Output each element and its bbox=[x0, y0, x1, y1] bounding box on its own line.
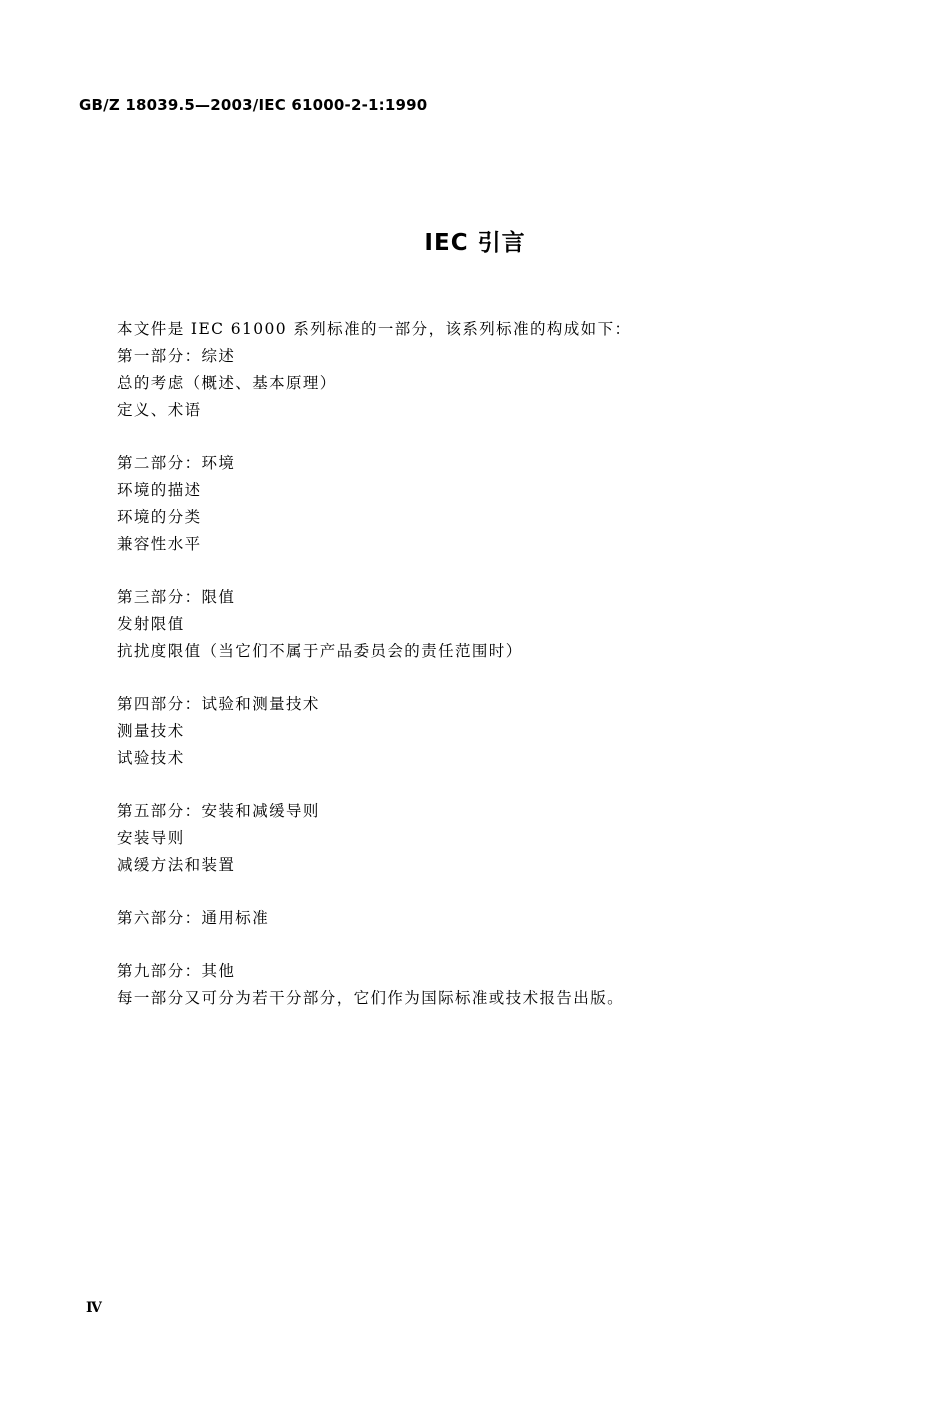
section-spacer bbox=[117, 665, 897, 691]
part-2-item: 环境的描述 bbox=[117, 481, 202, 499]
part-3-heading: 第三部分：限值 bbox=[117, 588, 236, 606]
part-6-heading: 第六部分：通用标准 bbox=[117, 909, 270, 927]
intro-paragraph: 本文件是 IEC 61000 系列标准的一部分，该系列标准的构成如下： bbox=[117, 320, 632, 338]
part-2-heading: 第二部分：环境 bbox=[117, 454, 236, 472]
section-spacer bbox=[117, 879, 897, 905]
section-spacer bbox=[117, 558, 897, 584]
page-number: Ⅳ bbox=[86, 1300, 102, 1316]
part-9-heading: 第九部分：其他 bbox=[117, 962, 236, 980]
part-2-item: 环境的分类 bbox=[117, 508, 202, 526]
section-spacer bbox=[117, 424, 897, 450]
closing-paragraph: 每一部分又可分为若干分部分，它们作为国际标准或技术报告出版。 bbox=[117, 989, 625, 1007]
part-4-item: 测量技术 bbox=[117, 722, 185, 740]
part-2-item: 兼容性水平 bbox=[117, 535, 202, 553]
section-spacer bbox=[117, 932, 897, 958]
part-5-heading: 第五部分：安装和减缓导则 bbox=[117, 802, 320, 820]
part-3-item: 发射限值 bbox=[117, 615, 185, 633]
part-1-item: 定义、术语 bbox=[117, 401, 202, 419]
part-4-heading: 第四部分：试验和测量技术 bbox=[117, 695, 320, 713]
part-5-item: 减缓方法和装置 bbox=[117, 856, 236, 874]
document-body bbox=[117, 316, 897, 1012]
page-title: IEC 引言 bbox=[424, 230, 526, 256]
section-spacer bbox=[117, 772, 897, 798]
standard-number: GB/Z 18039.5—2003/IEC 61000-2-1:1990 bbox=[79, 96, 428, 114]
part-1-heading: 第一部分：综述 bbox=[117, 347, 236, 365]
part-1-item: 总的考虑（概述、基本原理） bbox=[117, 374, 337, 392]
part-4-item: 试验技术 bbox=[117, 749, 185, 767]
part-5-item: 安装导则 bbox=[117, 829, 185, 847]
part-3-item: 抗扰度限值（当它们不属于产品委员会的责任范围时） bbox=[117, 642, 523, 660]
